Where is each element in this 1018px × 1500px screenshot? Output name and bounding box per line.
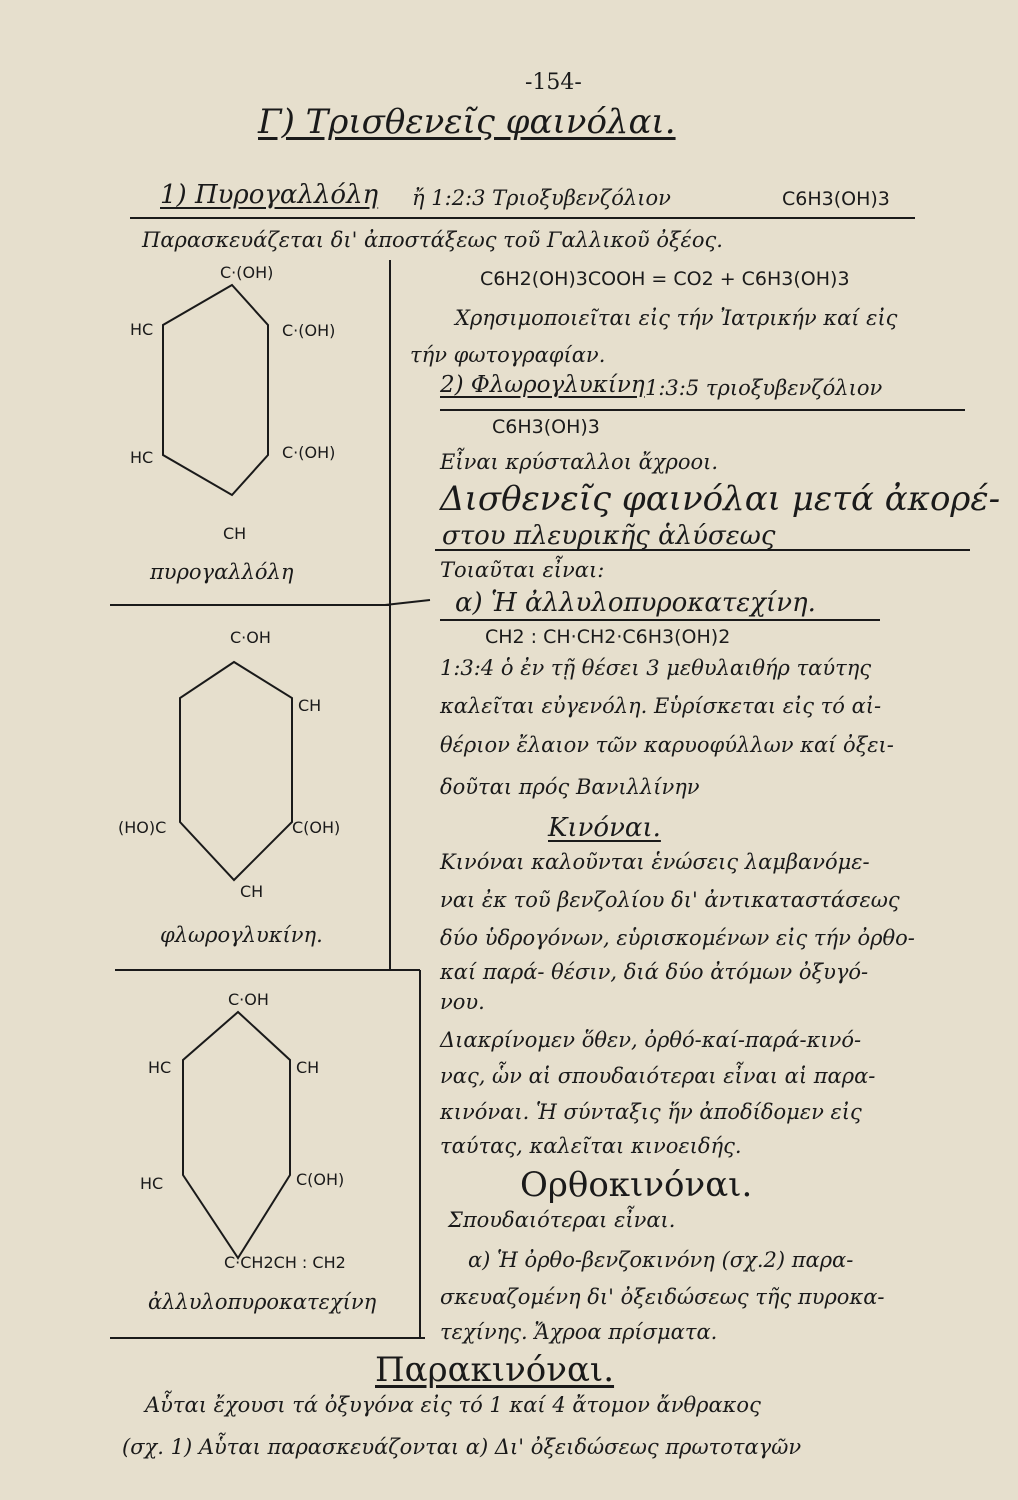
orthoquinones-item-2: σκευαζομένη δι' ὀξειδώσεως τῆς πυροκα-	[440, 1285, 885, 1309]
s1-upper-left: HC	[130, 320, 154, 339]
paraquinones-text-1: Αὗται ἔχουσι τά ὀξυγόνα εἰς τό 1 καί 4 ἄτομον ἄνθρακος	[145, 1393, 761, 1417]
allyl-formula: CH2 : CH·CH2·C6H3(OH)2	[485, 626, 731, 648]
s3-upper-left: HC	[148, 1058, 172, 1077]
quinones-text-6: Διακρίνομεν ὅθεν, ὀρθό-καί-παρά-κινό-	[440, 1028, 862, 1052]
pyrogallol-heading-name: 1) Πυρογαλλόλη	[160, 180, 379, 210]
quinones-text-9: ταύτας, καλεῖται κινοειδής.	[440, 1134, 742, 1158]
allyl-text-1: 1:3:4 ὁ ἐν τῇ θέσει 3 μεθυλαιθήρ ταύτης	[440, 656, 872, 680]
quinones-text-8: κινόναι. Ἡ σύνταξις ἥν ἀποδίδομεν εἰς	[440, 1100, 862, 1124]
quinones-text-7: νας, ὧν αἱ σπουδαιότεραι εἶναι αἱ παρα-	[440, 1064, 876, 1088]
benzene-ring-2	[180, 662, 292, 880]
s1-bottom: CH	[223, 524, 247, 543]
quinones-text-2: ναι ἐκ τοῦ βενζολίου δι' ἀντικαταστάσεως	[440, 888, 900, 912]
s3-upper-right: CH	[296, 1058, 320, 1077]
s1-top: C·(OH)	[220, 263, 274, 282]
allyl-text-2: καλεῖται εὐγενόλη. Εὑρίσκεται εἰς τό αἰ-	[440, 694, 882, 718]
benzene-ring-1	[163, 285, 268, 495]
pyrogallol-prep: Παρασκευάζεται δι' ἀποστάξεως τοῦ Γαλλικοῦ ὀξέος.	[142, 228, 723, 252]
pyrogallol-reaction: C6H2(OH)3COOH = CO2 + C6H3(OH)3	[480, 268, 850, 290]
s1-name: πυρογαλλόλη	[150, 560, 294, 584]
pyrogallol-use-1: Χρησιμοποιεῖται εἰς τήν Ἰατρικήν καί εἰς	[455, 306, 898, 330]
orthoquinones-item-3: τεχίνης. Ἄχροα πρίσματα.	[440, 1320, 718, 1344]
s2-lower-right: C(OH)	[292, 818, 341, 837]
diphenols-heading-2: στου πλευρικῆς ἁλύσεως	[442, 521, 776, 551]
phloroglucinol-desc: Εἶναι κρύσταλλοι ἄχροοι.	[440, 450, 719, 474]
phloroglucinol-formula: C6H3(OH)3	[492, 416, 600, 438]
s2-bottom: CH	[240, 882, 264, 901]
orthoquinones-item-1: α) Ἡ ὀρθο-βενζοκινόνη (σχ.2) παρα-	[468, 1248, 854, 1272]
s3-name: ἀλλυλοπυροκατεχίνη	[148, 1290, 377, 1314]
s1-lower-left: HC	[130, 448, 154, 467]
orthoquinones-intro: Σπουδαιότεραι εἶναι.	[448, 1208, 676, 1232]
s2-top: C·OH	[230, 628, 271, 647]
s2-upper-right: CH	[298, 696, 322, 715]
quinones-text-4: καί παρά- θέσιν, διά δύο ἀτόμων ὀξυγό-	[440, 960, 869, 984]
s2-name: φλωρογλυκίνη.	[160, 923, 323, 947]
s1-upper-right: C·(OH)	[282, 321, 336, 340]
allyl-text-4: δοῦται πρός Βανιλλίνην	[440, 775, 700, 799]
s3-top: C·OH	[228, 990, 269, 1009]
benzene-ring-3	[183, 1012, 290, 1258]
section-title: Γ) Τρισθενεῖς φαινόλαι.	[258, 102, 676, 142]
quinones-heading: Κινόναι.	[548, 813, 661, 843]
pyrogallol-formula: C6H3(OH)3	[782, 188, 890, 210]
quinones-text-5: νου.	[440, 990, 485, 1014]
pyrogallol-use-2: τήν φωτογραφίαν.	[410, 343, 606, 367]
s1-lower-right: C·(OH)	[282, 443, 336, 462]
diphenols-heading-1: Δισθενεῖς φαινόλαι μετά ἀκορέ-	[440, 479, 1001, 519]
s2-lower-left: (HO)C	[118, 818, 167, 837]
quinones-text-3: δύο ὑδρογόνων, εὑρισκομένων εἰς τήν ὀρθο-	[440, 926, 915, 950]
s3-bottom: C·CH2CH : CH2	[224, 1253, 346, 1272]
orthoquinones-heading: Ορθοκινόναι.	[520, 1165, 753, 1205]
pyrogallol-heading-rest: ἤ 1:2:3 Τριοξυβενζόλιον	[412, 186, 671, 210]
s3-lower-right: C(OH)	[296, 1170, 345, 1189]
paraquinones-text-2: (σχ. 1) Αὗται παρασκευάζονται α) Δι' ὀξειδώσεως πρωτοταγῶν	[122, 1435, 802, 1459]
page-number: -154-	[525, 70, 582, 95]
allyl-text-3: θέριον ἔλαιον τῶν καρυοφύλλων καί ὀξει-	[440, 733, 894, 757]
quinones-text-1: Κινόναι καλοῦνται ἑνώσεις λαμβανόμε-	[440, 850, 870, 874]
paraquinones-heading: Παρακινόναι.	[375, 1350, 615, 1390]
diphenols-intro: Τοιαῦται εἶναι:	[440, 558, 605, 582]
rule-left-1b	[385, 600, 430, 605]
s3-lower-left: HC	[140, 1174, 164, 1193]
phloroglucinol-heading-rest: 1:3:5 τριοξυβενζόλιον	[645, 376, 883, 400]
diphenols-sub: α) Ἡ ἀλλυλοπυροκατεχίνη.	[455, 588, 816, 618]
phloroglucinol-heading-name: 2) Φλωρογλυκίνη	[440, 372, 645, 398]
